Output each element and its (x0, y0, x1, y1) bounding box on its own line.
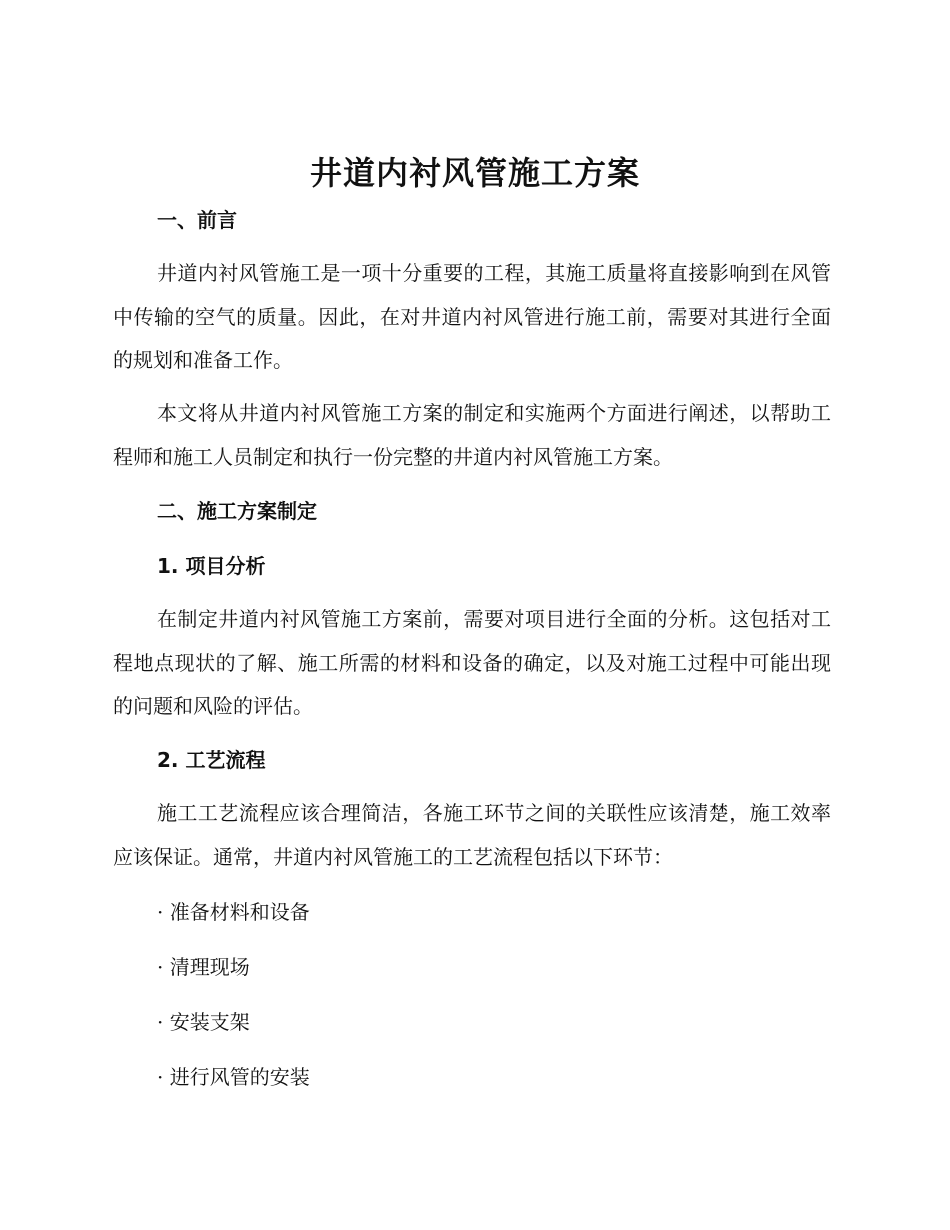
process-flow-paragraph: 施工工艺流程应该合理简洁，各施工环节之间的关联性应该清楚，施工效率应该保证。通常，井道内衬风管施工的工艺流程包括以下环节： (113, 801, 831, 869)
subsection-heading-project-analysis: 1. 项目分析 (157, 554, 266, 578)
list-item: · 安装支架 (157, 1010, 250, 1034)
document-title: 井道内衬风管施工方案 (309, 154, 640, 192)
list-item: · 进行风管的安装 (157, 1065, 310, 1089)
preface-paragraph-1: 井道内衬风管施工是一项十分重要的工程，其施工质量将直接影响到在风管中传输的空气的质量。因此，在对井道内衬风管进行施工前，需要对其进行全面的规划和准备工作。 (113, 261, 831, 372)
list-item: · 清理现场 (157, 955, 250, 979)
section-heading-preface: 一、前言 (157, 208, 237, 232)
project-analysis-paragraph: 在制定井道内衬风管施工方案前，需要对项目进行全面的分析。这包括对工程地点现状的了解、施工所需的材料和设备的确定，以及对施工过程中可能出现的问题和风险的评估。 (113, 607, 831, 718)
section-heading-plan: 二、施工方案制定 (157, 499, 317, 523)
subsection-heading-process-flow: 2. 工艺流程 (157, 748, 266, 772)
preface-paragraph-2: 本文将从井道内衬风管施工方案的制定和实施两个方面进行阐述，以帮助工程师和施工人员制定和执行一份完整的井道内衬风管施工方案。 (113, 401, 831, 469)
list-item: · 准备材料和设备 (157, 900, 310, 924)
